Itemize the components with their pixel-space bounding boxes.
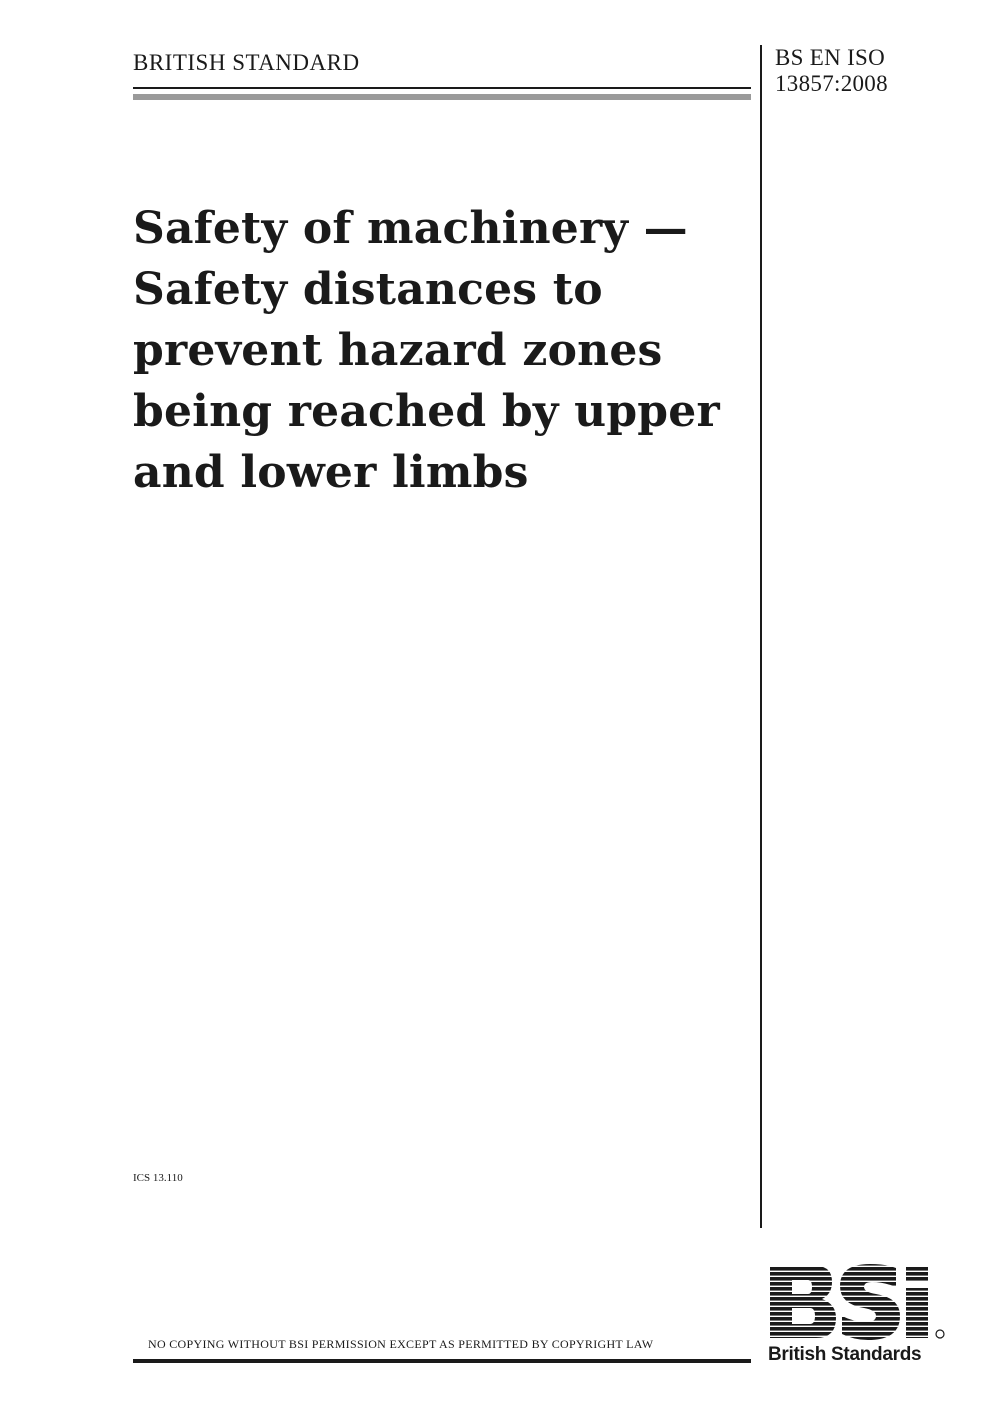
standard-number-line1: BS EN ISO — [775, 45, 886, 70]
header-rule-thin — [133, 87, 751, 89]
title-line: prevent hazard zones — [133, 325, 663, 376]
document-title — [133, 198, 753, 503]
bsi-logo-mark — [768, 1262, 946, 1342]
header-label: BRITISH STANDARD — [133, 50, 360, 75]
vertical-divider — [760, 45, 762, 1228]
standard-number-line2: 13857:2008 — [775, 71, 888, 96]
title-line: Safety of machinery — — [133, 203, 688, 254]
title-line: and lower limbs — [133, 447, 529, 498]
ics-code: ICS 13.110 — [133, 1172, 183, 1184]
footer-rule — [133, 1359, 751, 1363]
bsi-logo-subtitle: British Standards — [768, 1344, 922, 1365]
title-line: being reached by upper — [133, 386, 720, 437]
copyright-notice: NO COPYING WITHOUT BSI PERMISSION EXCEPT AS PERMITTED BY COPYRIGHT LAW — [148, 1337, 654, 1351]
title-line: Safety distances to — [133, 264, 603, 315]
standard-number — [775, 45, 888, 97]
header-rule-thick — [133, 94, 751, 100]
bsi-logo — [768, 1262, 946, 1372]
